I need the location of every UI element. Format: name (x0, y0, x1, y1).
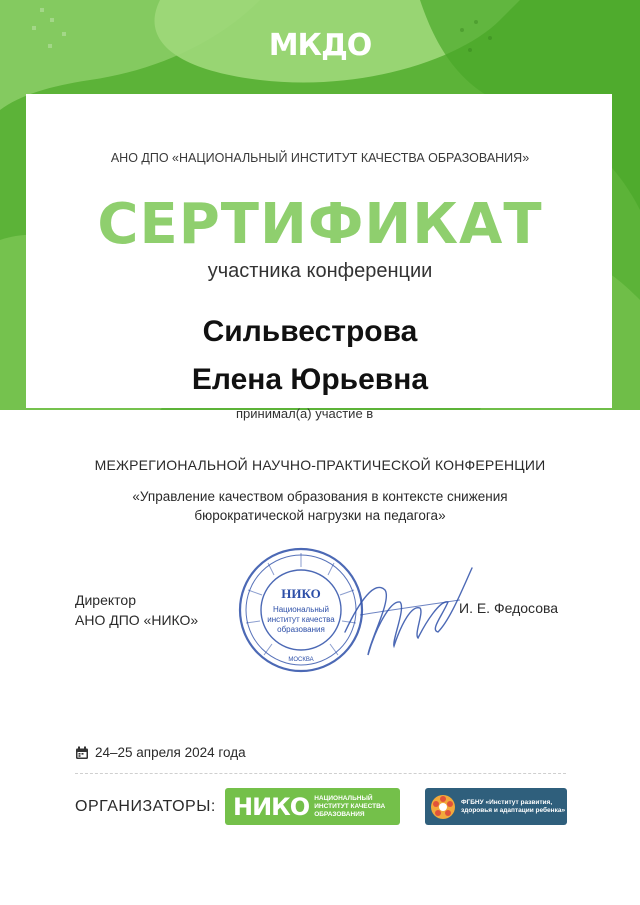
fgbnu-organizer-logo (425, 788, 567, 825)
director-role: Директор (75, 592, 136, 608)
conference-type: МЕЖРЕГИОНАЛЬНОЙ НАУЧНО-ПРАКТИЧЕСКОЙ КОНФЕРЕНЦИИ (94, 457, 546, 473)
event-date (75, 745, 246, 760)
participation-text: принимал(а) участие в (236, 406, 374, 421)
certificate-subtitle: участника конференции (207, 260, 433, 282)
calendar-icon (75, 746, 89, 760)
handwritten-signature (330, 560, 480, 670)
conference-name (0, 487, 640, 525)
event-date-text: 24–25 апреля 2024 года (95, 745, 246, 760)
stamp-city: МОСКВА (288, 657, 314, 663)
conference-name-line1: «Управление качеством образования в контексте снижения (132, 489, 508, 504)
conference-name-line2: бюрократической нагрузки на педагога» (194, 508, 446, 523)
signer-name: И. Е. Федосова (459, 600, 559, 616)
participant-surname: Сильвестрова (202, 315, 418, 348)
footer-divider (75, 773, 566, 774)
stamp-line2: институт качества (267, 615, 335, 624)
stamp-line3: образования (277, 625, 325, 634)
niko-organizer-logo (225, 788, 400, 825)
organizers-label: ОРГАНИЗАТОРЫ: (75, 798, 216, 815)
director-org: АНО ДПО «НИКО» (75, 612, 199, 628)
niko-logo-text: НАЦИОНАЛЬНЫЙ ИНСТИТУТ КАЧЕСТВА ОБРАЗОВАНИЯ (314, 794, 386, 818)
stamp-title: НИКО (281, 586, 321, 601)
director-title (75, 590, 198, 630)
issuer-line: АНО ДПО «НАЦИОНАЛЬНЫЙ ИНСТИТУТ КАЧЕСТВА ОБРАЗОВАНИЯ» (110, 151, 530, 165)
niko-logo-mark: НИКО (233, 792, 310, 821)
fgbnu-emblem-icon (429, 793, 457, 821)
stamp-line1: Национальный (272, 605, 330, 614)
certificate-title: СЕРТИФИКАТ (97, 192, 543, 257)
fgbnu-logo-text: ФГБНУ «Институт развития, здоровья и адаптации ребенка» (461, 798, 566, 814)
mkdo-logo: МКДО (268, 28, 372, 63)
participant-given-names: Елена Юрьевна (191, 363, 429, 396)
